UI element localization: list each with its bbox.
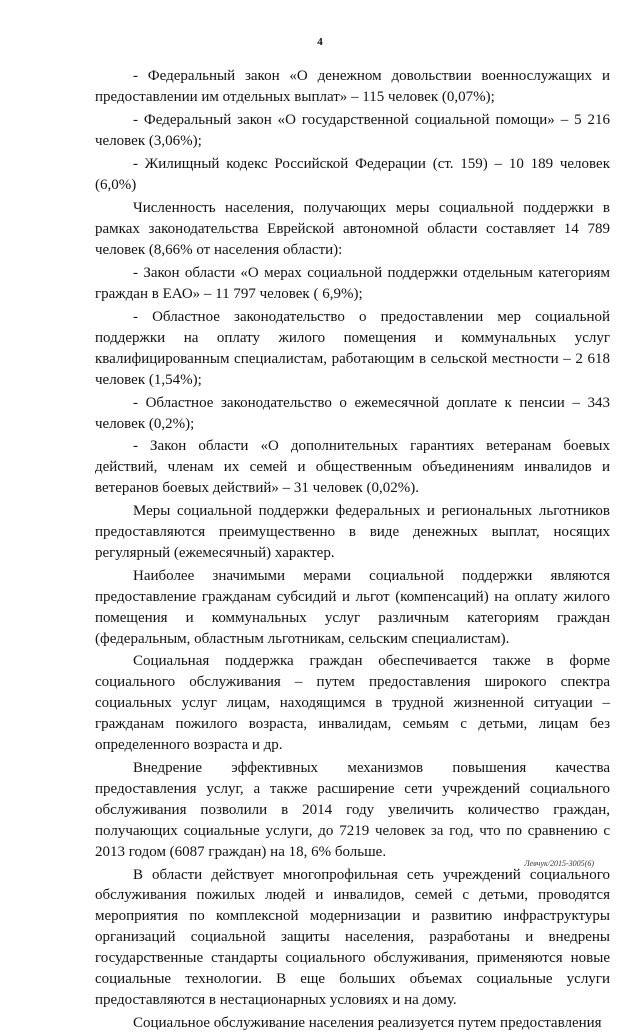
paragraph: - Федеральный закон «О государственной социальной помощи» – 5 216 человек (3,06%); [95,111,610,149]
footer-document-code: Левчук/2015-3005(6) [524,859,594,868]
paragraph: Наиболее значимыми мерами социальной поддержки являются предоставление гражданам субсидий и льгот (компенсаций) на оплату жилого помещения и коммунальных услуг различным категориям граждан (федеральным, областным льготникам, сельским специалистам). [95,567,610,647]
paragraph: Социальное обслуживание населения реализуется путем предоставления [133,1014,602,1031]
paragraph: - Областное законодательство о ежемесячной доплате к пенсии – 343 человек (0,2%); [95,394,610,432]
paragraph: - Федеральный закон «О денежном довольствии военнослужащих и предоставлении им отдельных выплат» – 115 человек (0,07%); [95,68,610,105]
page-number: 4 [317,36,323,48]
paragraph: Численность населения, получающих меры социальной поддержки в рамках законодательства Еврейской автономной области составляет 14 789 человек (8,66% от населения области): [95,200,610,259]
paragraph: - Закон области «О дополнительных гарантиях ветеранам боевых действий, членам их семей и общественным объединениям инвалидов и ветеранов боевых действий» – 31 человек (0,02%). [95,438,610,497]
document-body [95,66,610,1036]
paragraph: - Областное законодательство о предоставлении мер социальной поддержки на оплату жилого помещения и коммунальных услуг квалифицированным специалистам, работающим в сельской местности – 2 618 человек (1,54%); [95,308,610,388]
paragraph: Социальная поддержка граждан обеспечивается также в форме социального обслуживания – путем предоставления широкого спектра социальных услуг лицам, находящимся в трудной жизненной ситуации – гражданам пожилого возраста, инвалидам, семьям с детьми, лицам без определенного возраста и др. [95,653,610,754]
paragraph: Внедрение эффективных механизмов повышения качества предоставления услуг, а также расширение сети учреждений социального обслуживания позволили в 2014 году увеличить количество граждан, получающих социальные услуги, до 7219 человек за год, что по сравнению с 2013 годом (6087 граждан) на 18, 6% больше. [95,760,610,860]
paragraph: - Закон области «О мерах социальной поддержки отдельным категориям граждан в ЕАО» – 11 797 человек ( 6,9%); [95,265,610,303]
paragraph: Меры социальной поддержки федеральных и региональных льготников предоставляются преимущественно в виде денежных выплат, носящих регулярный (ежемесячный) характер. [95,503,610,561]
paragraph: - Жилищный кодекс Российской Федерации (ст. 159) – 10 189 человек (6,0%) [95,155,610,193]
paragraph: В области действует многопрофильная сеть учреждений социального обслуживания пожилых людей и инвалидов, семей с детьми, проводятся мероприятия по комплексной модернизации и развитию инфраструктуры организаций социальной защиты населения, разработаны и внедрены государственные стандарты социального обслуживания, применяются новые социальные технологии. В еще больших объемах социальные услуги предоставляются в нестационарных условиях и на дому. [95,866,610,1008]
